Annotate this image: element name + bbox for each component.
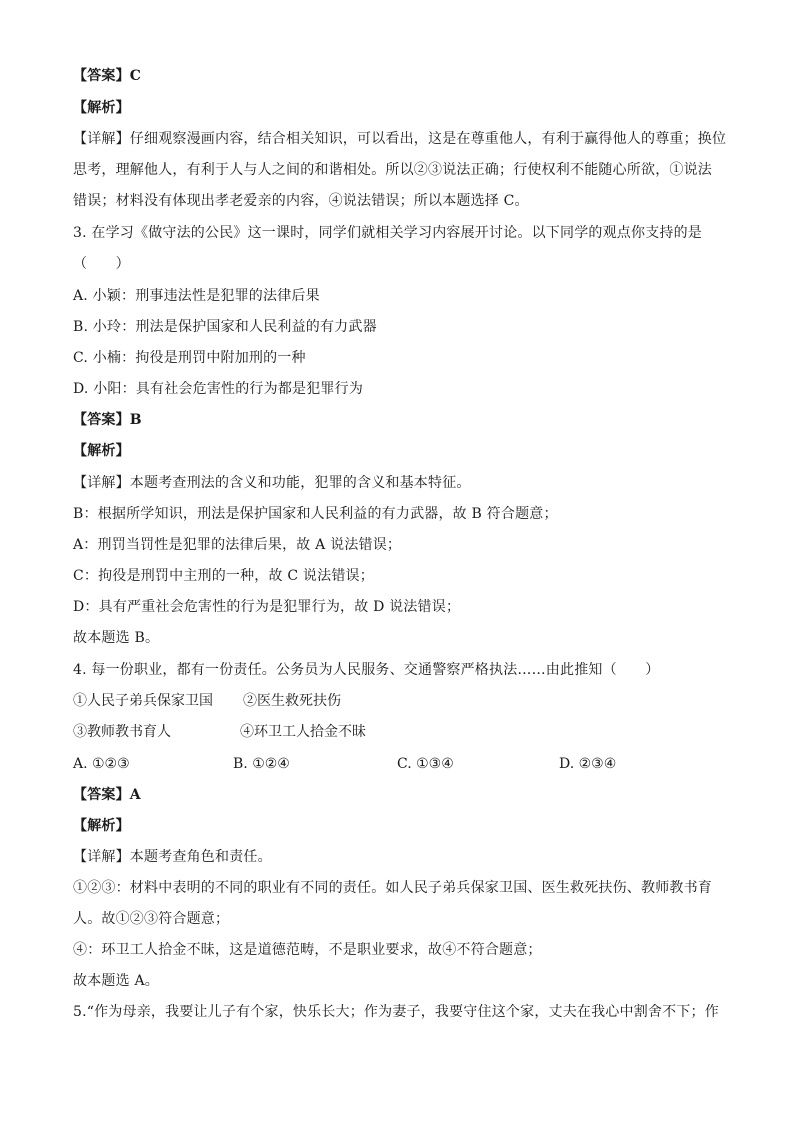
q3-option-c: C. 小楠：拘役是刑罚中附加刑的一种: [73, 350, 306, 366]
q4-item-2: ②医生救死扶伤: [243, 693, 341, 709]
q4-answer: 【答案】A: [73, 787, 141, 803]
q4-detail-line-4: ④：环卫工人拾金不昧，这是道德范畴，不是职业要求，故④不符合题意；: [73, 942, 542, 958]
q3-option-a: A. 小颖：刑事违法性是犯罪的法律后果: [73, 288, 320, 304]
q2-analysis-label: 【解析】: [73, 100, 130, 116]
q3-option-d: D. 小阳：具有社会危害性的行为都是犯罪行为: [73, 381, 364, 397]
q3-detail-line-5: D：具有严重社会危害性的行为是犯罪行为，故 D 说法错误；: [73, 599, 461, 615]
q3-detail-line-2: B：根据所学知识，刑法是保护国家和人民利益的有力武器，故 B 符合题意；: [73, 506, 558, 522]
q3-stem-line-1: 3. 在学习《做守法的公民》这一课时，同学们就相关学习内容展开讨论。以下同学的观点你支持的是: [73, 225, 703, 241]
q2-detail-line-3: 错误；材料没有体现出孝老爱亲的内容，④说法错误；所以本题选择 C。: [73, 193, 529, 209]
q4-detail-line-2: ①②③：材料中表明的不同的职业有不同的责任。如人民子弟兵保家卫国、医生救死扶伤、教师教书育: [73, 880, 712, 896]
q4-option-a: A. ①②③: [73, 756, 130, 772]
q3-detail-line-3: A：刑罚当罚性是犯罪的法律后果，故 A 说法错误；: [73, 537, 402, 553]
q4-item-3: ③教师教书育人: [73, 724, 171, 740]
q4-stem: 4. 每一份职业，都有一份责任。公务员为人民服务、交通警察严格执法……由此推知（ ）: [73, 662, 660, 678]
q4-detail-line-3: 人。故①②③符合题意；: [73, 911, 230, 927]
q3-detail-line-1: 【详解】本题考查刑法的含义和功能，犯罪的含义和基本特征。: [73, 475, 471, 491]
q3-option-b: B. 小玲：刑法是保护国家和人民利益的有力武器: [73, 319, 377, 335]
q4-items-row-2: [73, 722, 723, 742]
q4-item-4: ④环卫工人拾金不昧: [240, 724, 366, 740]
q4-analysis-label: 【解析】: [73, 818, 130, 834]
q3-analysis-label: 【解析】: [73, 443, 130, 459]
q2-answer: 【答案】C: [73, 68, 142, 84]
q3-detail-line-4: C：拘役是刑罚中主刑的一种，故 C 说法错误；: [73, 568, 374, 584]
q4-detail-line-5: 故本题选 A。: [73, 973, 159, 989]
q3-answer: 【答案】B: [73, 412, 142, 428]
q5-stem-line-1: 5.“作为母亲，我要让儿子有个家，快乐长大；作为妻子，我要守住这个家，丈夫在我心中割舍不下；作: [73, 1004, 719, 1020]
q4-option-b: B. ①②④: [233, 756, 290, 772]
q4-item-1: ①人民子弟兵保家卫国: [73, 693, 213, 709]
q4-option-d: D. ②③④: [559, 756, 617, 772]
q2-detail-line-2: 思考，理解他人，有利于人与人之间的和谐相处。所以②③说法正确；行使权利不能随心所欲，①说法: [73, 162, 712, 178]
q4-detail-line-1: 【详解】本题考查角色和责任。: [73, 849, 272, 865]
q2-detail-line-1: 【详解】仔细观察漫画内容，结合相关知识，可以看出，这是在尊重他人，有利于赢得他人的尊重；换位: [73, 131, 727, 147]
q4-options-row: [73, 754, 723, 774]
q4-option-c: C. ①③④: [397, 756, 454, 772]
q3-detail-line-6: 故本题选 B。: [73, 630, 160, 646]
q4-items-row-1: [73, 691, 723, 711]
q3-stem-line-2: （ ）: [73, 256, 130, 272]
